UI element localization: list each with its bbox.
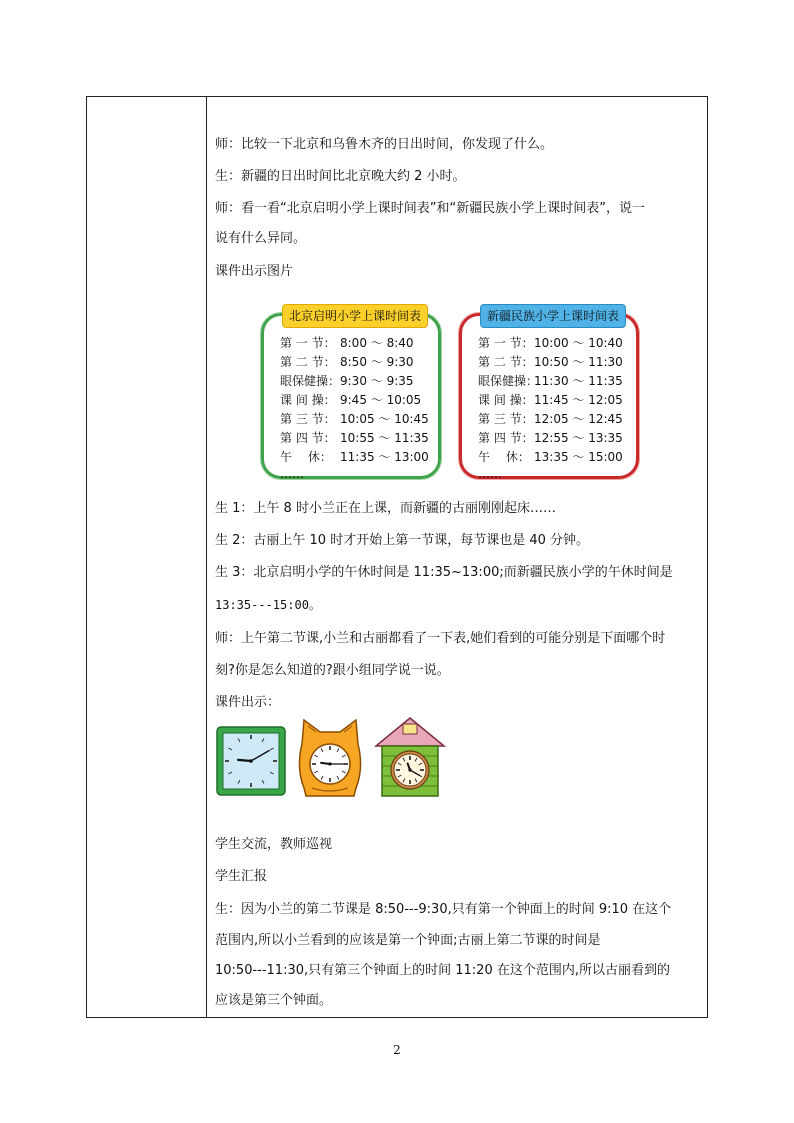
text-line: 生：新疆的日出时间比北京晚大约 2 小时。 <box>215 169 466 184</box>
schedule-row <box>478 410 638 429</box>
schedule-row-label: 课 间 操： <box>478 393 534 407</box>
schedule-row-time: 10:05 ～ 10:45 <box>340 412 429 426</box>
schedule-row-label: 眼保健操： <box>478 374 539 388</box>
house-clock-icon <box>374 716 446 798</box>
text-line: 课件出示图片 <box>215 264 294 279</box>
text-line: 13:35---15:00。 <box>215 598 321 612</box>
schedule-row <box>478 334 638 353</box>
text-line: 10:50---11:30,只有第三个钟面上的时间 11:20 在这个范围内,所以古丽看到的 <box>215 963 670 978</box>
schedule-row-time: 11:30 ～ 11:35 <box>534 374 623 388</box>
text-line: 应该是第三个钟面。 <box>215 993 333 1008</box>
schedule-row-time: 11:45 ～ 12:05 <box>534 393 623 407</box>
xinjiang-schedule-title: 新疆民族小学上课时间表 <box>480 304 626 328</box>
schedule-row <box>280 353 440 372</box>
schedule-row <box>478 372 638 391</box>
schedule-row-label: 第 二 节： <box>280 355 336 369</box>
schedule-row-label: 第 二 节： <box>478 355 534 369</box>
text-line: 课件出示： <box>215 695 281 710</box>
schedule-row-label: 第 三 节： <box>280 412 336 426</box>
beijing-schedule-list <box>280 334 440 481</box>
text-line: 师：看一看“北京启明小学上课时间表”和“新疆民族小学上课时间表”，说一 <box>215 201 645 216</box>
schedule-row <box>280 410 440 429</box>
text-line: 生：因为小兰的第二节课是 8:50---9:30,只有第一个钟面上的时间 9:10 在这个 <box>215 902 672 917</box>
schedule-row <box>478 391 638 410</box>
schedule-row-label: 第 四 节： <box>280 431 336 445</box>
lesson-table <box>86 96 708 1018</box>
hour-hand <box>238 760 251 761</box>
page-number: 2 <box>393 1043 401 1057</box>
schedule-row <box>478 429 638 448</box>
schedule-row-label: 课 间 操： <box>280 393 336 407</box>
schedule-row-time: 9:45 ～ 10:05 <box>340 393 422 407</box>
schedule-row <box>280 429 440 448</box>
text-line: 生 1：上午 8 时小兰正在上课，而新疆的古丽刚刚起床…… <box>215 501 556 516</box>
text-line: 学生交流，教师巡视 <box>215 837 333 852</box>
xinjiang-schedule-list <box>478 334 638 481</box>
schedule-row-time: 10:00 ～ 10:40 <box>534 336 623 350</box>
square-clock-icon <box>216 726 286 796</box>
schedule-row-time: 12:05 ～ 12:45 <box>534 412 623 426</box>
text-line: 范围内,所以小兰看到的应该是第一个钟面;古丽上第二节课的时间是 <box>215 933 601 948</box>
schedule-more: …… <box>280 467 304 481</box>
schedule-row <box>280 334 440 353</box>
schedule-row-time: 11:35 ～ 13:00 <box>340 450 429 464</box>
schedule-row-time: 8:00 ～ 8:40 <box>340 336 414 350</box>
schedule-row <box>478 353 638 372</box>
schedule-row-time: 12:55 ～ 13:35 <box>534 431 623 445</box>
schedule-row <box>280 372 440 391</box>
schedule-row-time: 10:50 ～ 11:30 <box>534 355 623 369</box>
schedule-row <box>478 448 638 467</box>
schedule-row <box>280 391 440 410</box>
schedule-row-label: 午 休： <box>478 450 530 464</box>
schedule-more: …… <box>478 467 502 481</box>
text-line: 说有什么异同。 <box>215 231 307 246</box>
clock-illustrations <box>216 716 456 798</box>
schedule-row-label: 第 一 节： <box>478 336 534 350</box>
text-line: 师：比较一下北京和乌鲁木齐的日出时间，你发现了什么。 <box>215 137 554 152</box>
schedule-row-time: 13:35 ～ 15:00 <box>534 450 623 464</box>
schedule-row-label: 第 四 节： <box>478 431 534 445</box>
schedule-row-label: 第 一 节： <box>280 336 336 350</box>
beijing-schedule-board <box>261 309 441 481</box>
schedule-row-time: 9:30 ～ 9:35 <box>340 374 414 388</box>
schedule-row <box>280 448 440 467</box>
text-line: 师：上午第二节课,小兰和古丽都看了一下表,她们看到的可能分别是下面哪个时 <box>215 631 666 646</box>
cat-clock-icon <box>294 718 366 798</box>
text-line: 刻?你是怎么知道的?跟小组同学说一说。 <box>215 663 450 678</box>
schedule-row-label: 第 三 节： <box>478 412 534 426</box>
schedule-row-time: 10:55 ～ 11:35 <box>340 431 429 445</box>
schedule-row-label: 眼保健操： <box>280 374 341 388</box>
text-line: 生 2：古丽上午 10 时才开始上第一节课，每节课也是 40 分钟。 <box>215 533 590 548</box>
xinjiang-schedule-board <box>459 309 639 481</box>
text-line: 生 3：北京启明小学的午休时间是 11:35~13:00;而新疆民族小学的午休时间是 <box>215 565 673 580</box>
schedule-row-time: 8:50 ～ 9:30 <box>340 355 414 369</box>
schedule-row-label: 午 休： <box>280 450 332 464</box>
text-line: 学生汇报 <box>215 869 268 884</box>
left-column-cell <box>87 97 207 1017</box>
beijing-schedule-title: 北京启明小学上课时间表 <box>282 304 428 328</box>
